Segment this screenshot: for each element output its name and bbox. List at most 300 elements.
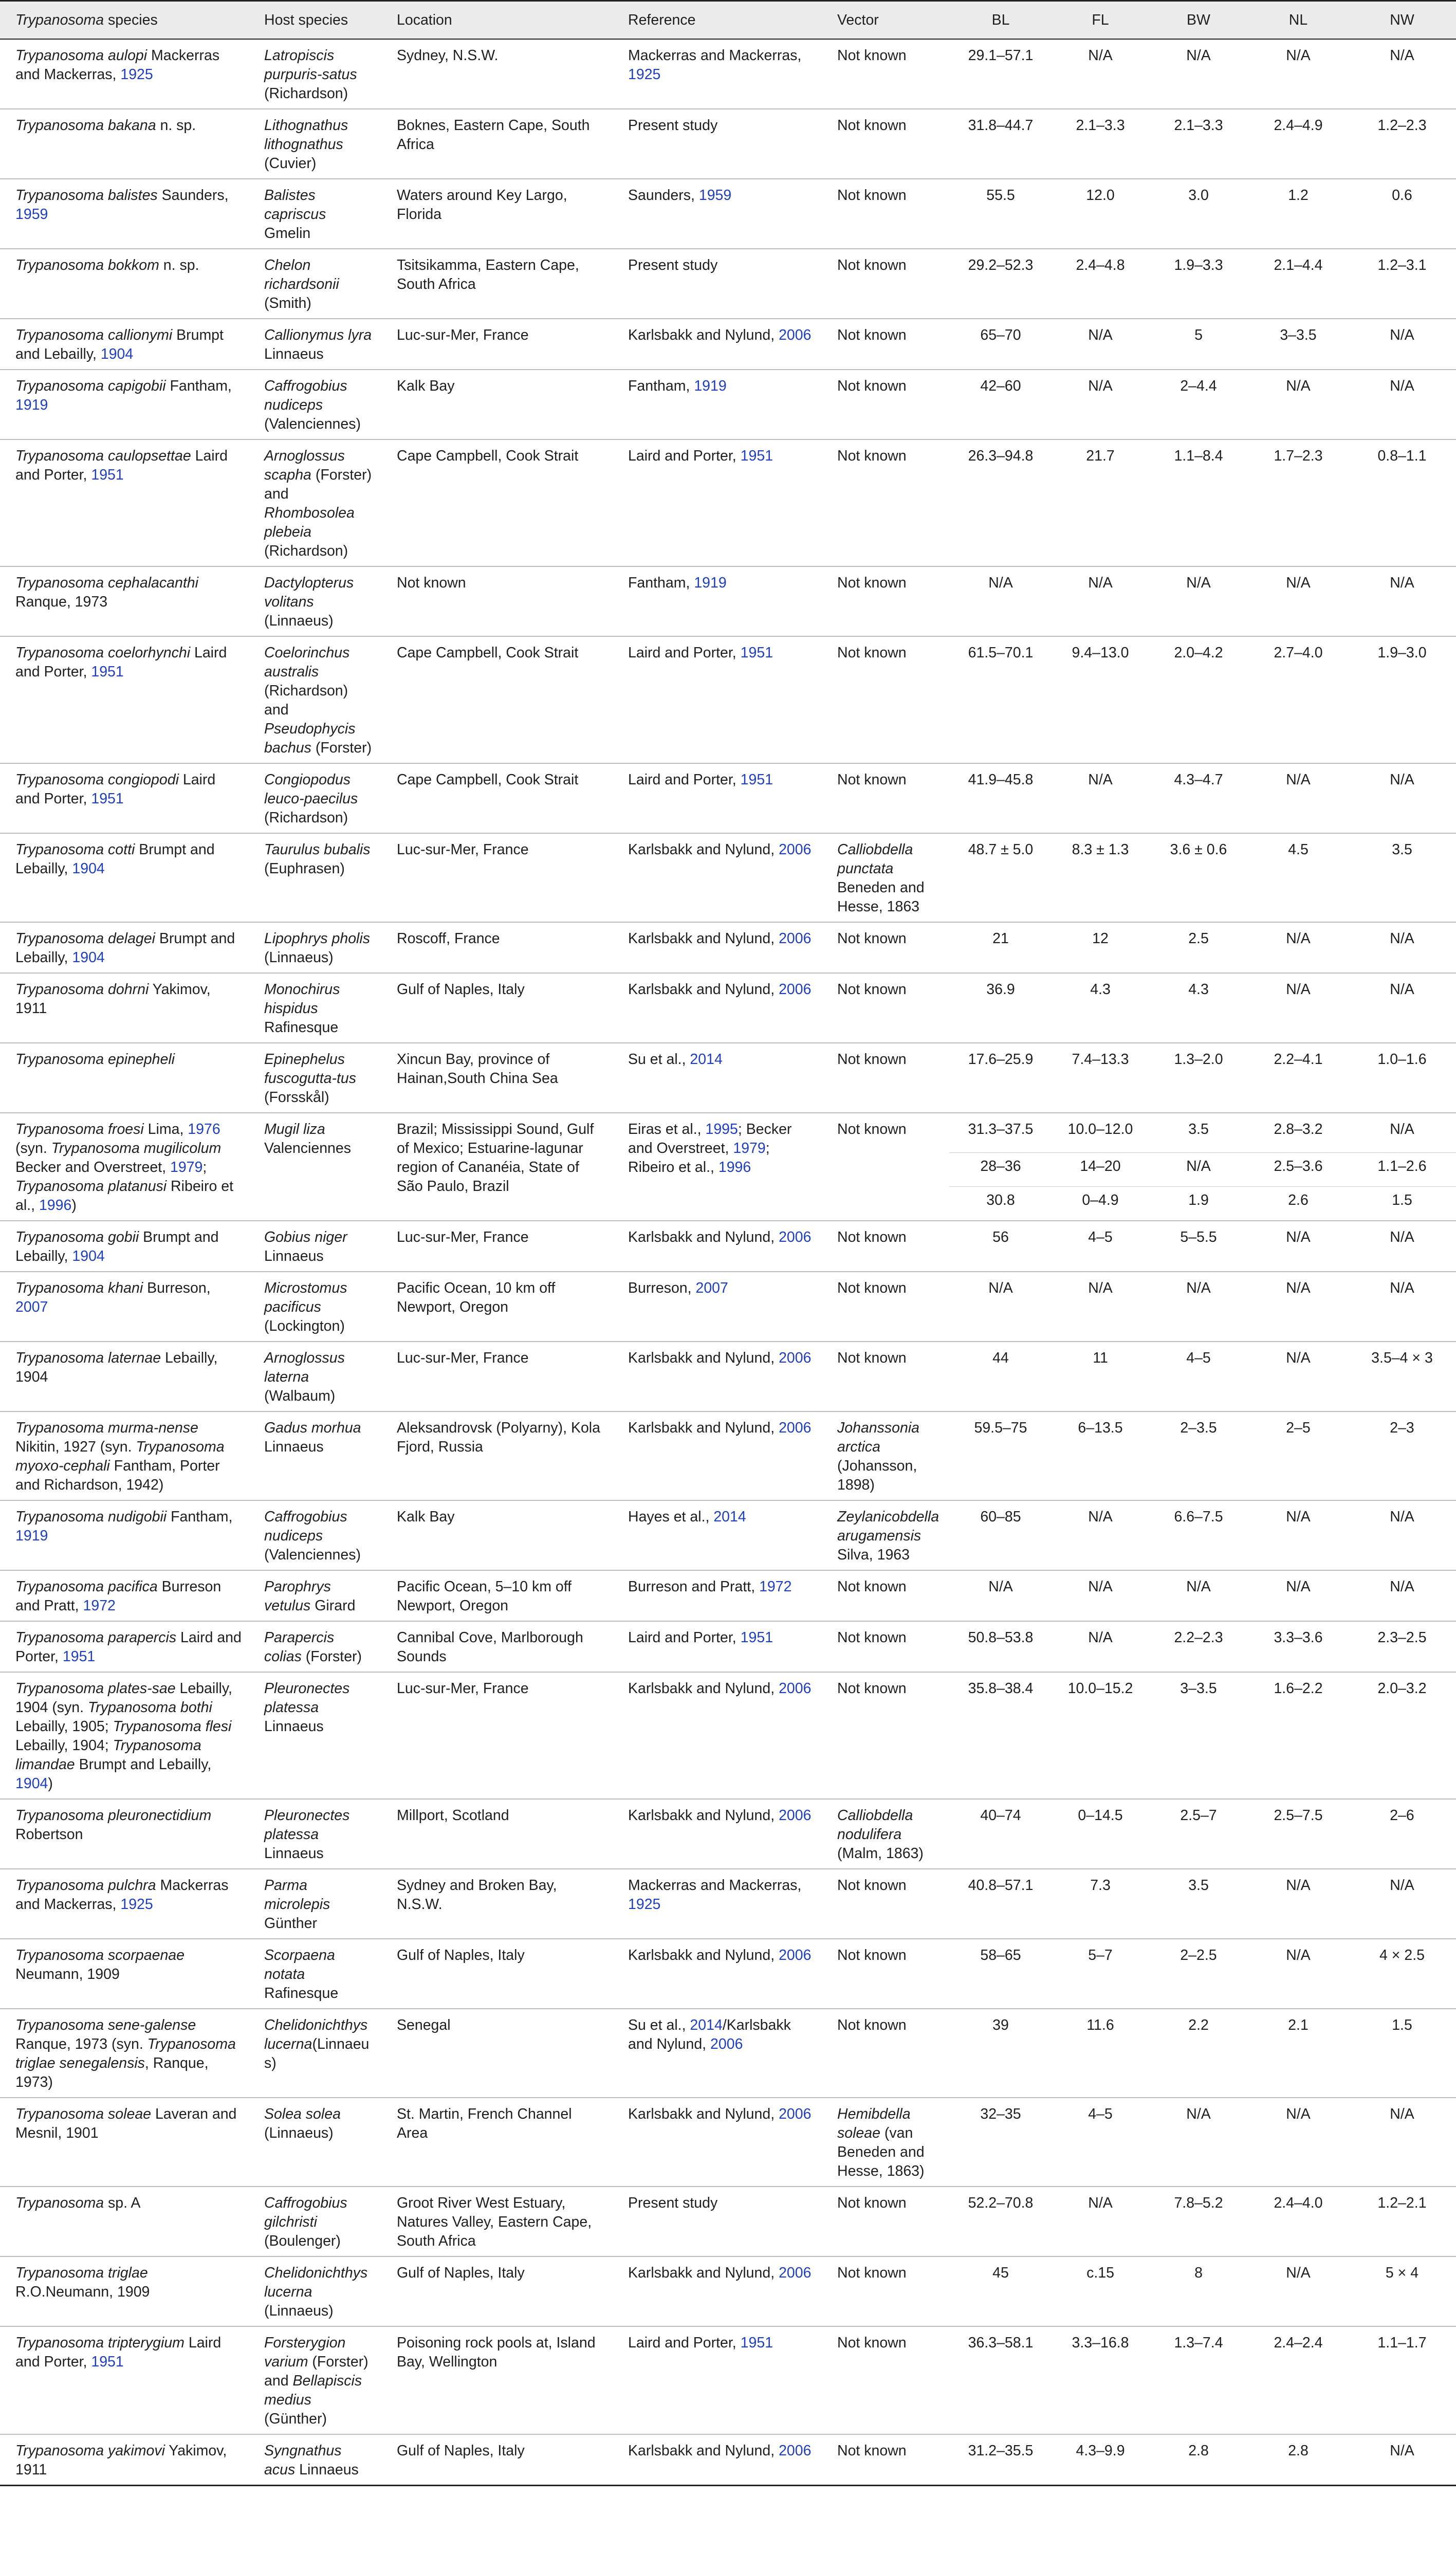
species-text: Trypanosoma dohrni: [15, 981, 149, 998]
bl-value: 31.8–44.7: [949, 109, 1052, 179]
reference-text: Karlsbakk and Nylund,: [628, 327, 779, 343]
nw-value: N/A: [1348, 1500, 1456, 1570]
bw-value: 1.1–8.4: [1149, 439, 1248, 566]
vector-text: Not known: [837, 1051, 907, 1068]
nl-value: N/A: [1248, 1500, 1348, 1570]
species-text: n. sp.: [156, 117, 196, 134]
reference-link: 2006: [779, 1350, 812, 1366]
reference-link: 1904: [15, 1775, 48, 1792]
species-text: Trypanosoma cotti: [15, 841, 135, 858]
table-row: [0, 2009, 1456, 2098]
reference-link: 1925: [628, 66, 661, 83]
nl-value: 2.5–3.6: [1248, 1153, 1348, 1187]
nl-value: 3.3–3.6: [1248, 1621, 1348, 1672]
host-text: Pseudophycis bachus: [264, 721, 356, 756]
reference-link: 2006: [779, 841, 812, 858]
host-text: Rafinesque: [264, 1985, 339, 2002]
fl-value: 11: [1052, 1342, 1149, 1411]
reference-link: 1919: [694, 575, 727, 591]
location-cell: Gulf of Naples, Italy: [381, 2256, 613, 2326]
vector-text: Not known: [837, 1680, 907, 1697]
bw-value: N/A: [1149, 1153, 1248, 1187]
species-text: Laird and Porter,: [15, 448, 228, 483]
fl-value: 11.6: [1052, 2009, 1149, 2098]
reference-link: 1951: [91, 2354, 124, 2370]
species-text: Trypanosoma soleae: [15, 2106, 152, 2122]
reference-text: Laird and Porter,: [628, 448, 741, 464]
host-text: Chelidonichthys lucerna: [264, 2017, 368, 2052]
bl-value: 61.5–70.1: [949, 636, 1052, 763]
species-cell: [0, 1939, 249, 2009]
header-reference: Reference: [613, 1, 822, 40]
host-cell: [249, 2098, 381, 2187]
bw-value: 2.5–7: [1149, 1799, 1248, 1869]
species-cell: [0, 973, 249, 1043]
nl-value: N/A: [1248, 370, 1348, 439]
reference-link: 1904: [100, 346, 134, 362]
bw-value: 2–2.5: [1149, 1939, 1248, 2009]
host-text: (Euphrasen): [264, 860, 345, 877]
nw-value: 1.2–2.1: [1348, 2187, 1456, 2256]
nl-value: 1.7–2.3: [1248, 439, 1348, 566]
species-text: Trypanosoma khani: [15, 1280, 143, 1296]
reference-link: 1979: [170, 1159, 203, 1176]
species-cell: [0, 1113, 249, 1221]
species-text: Trypanosoma pleuronectidium: [15, 1807, 212, 1824]
species-text: ): [71, 1197, 77, 1214]
reference-link: 2006: [710, 2036, 743, 2052]
host-text: Monochirus hispidus: [264, 981, 340, 1017]
reference-cell: [613, 2326, 822, 2434]
vector-cell: [822, 566, 949, 636]
vector-cell: [822, 2434, 949, 2486]
nw-value: 0.6: [1348, 179, 1456, 249]
species-cell: [0, 1500, 249, 1570]
species-cell: [0, 1342, 249, 1411]
reference-cell: [613, 1221, 822, 1272]
header-bw: BW: [1149, 1, 1248, 40]
vector-cell: [822, 922, 949, 973]
reference-link: 1979: [733, 1140, 766, 1156]
reference-cell: [613, 249, 822, 319]
reference-link: 2006: [779, 2443, 812, 2459]
bw-value: N/A: [1149, 566, 1248, 636]
table-row: [0, 1799, 1456, 1869]
vector-cell: [822, 370, 949, 439]
table-row: [0, 1621, 1456, 1672]
vector-text: Zeylanicobdella arugamensis: [837, 1509, 939, 1544]
nw-value: 2–6: [1348, 1799, 1456, 1869]
vector-cell: [822, 1043, 949, 1113]
host-text: (Smith): [264, 295, 311, 311]
reference-cell: [613, 439, 822, 566]
nl-value: 2.2–4.1: [1248, 1043, 1348, 1113]
host-text: Pleuronectes platessa: [264, 1680, 350, 1716]
table-row: [0, 1869, 1456, 1939]
nw-value: 2.0–3.2: [1348, 1672, 1456, 1799]
reference-cell: [613, 636, 822, 763]
location-cell: Senegal: [381, 2009, 613, 2098]
host-cell: [249, 439, 381, 566]
host-text: (Walbaum): [264, 1388, 336, 1404]
host-text: (Lockington): [264, 1318, 345, 1334]
host-cell: [249, 833, 381, 922]
reference-text: Burreson and Pratt,: [628, 1578, 760, 1595]
host-text: Rhombosolea plebeia: [264, 505, 355, 540]
species-text: Mackerras and Mackerras,: [15, 1877, 229, 1913]
reference-text: Present study: [628, 257, 718, 273]
reference-cell: [613, 1570, 822, 1621]
host-text: (Forster) and: [264, 467, 372, 502]
location-cell: Luc-sur-Mer, France: [381, 833, 613, 922]
nl-value: N/A: [1248, 566, 1348, 636]
species-text: Lebailly, 1904;: [15, 1737, 113, 1754]
vector-cell: [822, 109, 949, 179]
host-cell: [249, 763, 381, 833]
bw-value: 1.9: [1149, 1187, 1248, 1221]
vector-cell: [822, 1221, 949, 1272]
reference-text: Karlsbakk and Nylund,: [628, 1229, 779, 1245]
table-row: [0, 249, 1456, 319]
vector-cell: [822, 973, 949, 1043]
bl-value: 36.9: [949, 973, 1052, 1043]
vector-cell: [822, 1939, 949, 2009]
fl-value: 0–4.9: [1052, 1187, 1149, 1221]
species-cell: [0, 2434, 249, 2486]
bw-value: 6.6–7.5: [1149, 1500, 1248, 1570]
fl-value: 12: [1052, 922, 1149, 973]
species-text: Yakimov, 1911: [15, 2443, 227, 2478]
reference-text: Karlsbakk and Nylund,: [628, 2106, 779, 2122]
species-text: Laird and Porter,: [15, 772, 216, 807]
vector-text: Silva, 1963: [837, 1547, 910, 1563]
bl-value: 48.7 ± 5.0: [949, 833, 1052, 922]
bl-value: 17.6–25.9: [949, 1043, 1052, 1113]
reference-cell: [613, 1869, 822, 1939]
fl-value: N/A: [1052, 1272, 1149, 1342]
reference-cell: [613, 1500, 822, 1570]
location-cell: Cape Campbell, Cook Strait: [381, 439, 613, 566]
reference-link: 1976: [188, 1121, 220, 1137]
bw-value: N/A: [1149, 39, 1248, 109]
nw-value: N/A: [1348, 1869, 1456, 1939]
host-text: Syngnathus acus: [264, 2443, 342, 2478]
vector-text: Not known: [837, 772, 907, 788]
reference-text: Present study: [628, 2195, 718, 2211]
host-cell: [249, 973, 381, 1043]
bl-value: 36.3–58.1: [949, 2326, 1052, 2434]
table-row: [0, 2187, 1456, 2256]
header-species-rest: species: [104, 11, 158, 28]
table-row: [0, 109, 1456, 179]
bw-value: 2.2: [1149, 2009, 1248, 2098]
host-text: Dactylopterus volitans: [264, 575, 354, 610]
vector-cell: [822, 2009, 949, 2098]
host-cell: [249, 1221, 381, 1272]
fl-value: c.15: [1052, 2256, 1149, 2326]
host-cell: [249, 39, 381, 109]
host-text: Coelorinchus australis: [264, 645, 350, 680]
host-text: (Richardson) and: [264, 683, 348, 718]
host-cell: [249, 2187, 381, 2256]
bl-value: 21: [949, 922, 1052, 973]
reference-text: Eiras et al.,: [628, 1121, 706, 1137]
host-text: Gobius niger: [264, 1229, 347, 1245]
host-cell: [249, 1342, 381, 1411]
nw-value: N/A: [1348, 2434, 1456, 2486]
fl-value: N/A: [1052, 1570, 1149, 1621]
vector-text: (Malm, 1863): [837, 1845, 924, 1862]
location-cell: Luc-sur-Mer, France: [381, 1342, 613, 1411]
reference-text: Su et al.,: [628, 2017, 690, 2033]
species-text: Trypanosoma cephalacanthi: [15, 575, 198, 591]
host-cell: [249, 179, 381, 249]
vector-text: Not known: [837, 930, 907, 947]
nl-value: N/A: [1248, 39, 1348, 109]
fl-value: N/A: [1052, 319, 1149, 370]
reference-link: 1959: [698, 187, 732, 204]
species-cell: [0, 1570, 249, 1621]
table-body: [0, 39, 1456, 2486]
host-text: (Günther): [264, 2411, 327, 2427]
species-cell: [0, 39, 249, 109]
table-row: [0, 39, 1456, 109]
reference-link: 1904: [72, 860, 105, 877]
nl-value: N/A: [1248, 1272, 1348, 1342]
species-text: Brumpt and Lebailly,: [15, 1229, 219, 1264]
reference-link: 2014: [690, 1051, 723, 1068]
species-text: Neumann, 1909: [15, 1966, 120, 1982]
bl-value: 58–65: [949, 1939, 1052, 2009]
nl-value: 2.8–3.2: [1274, 1121, 1323, 1137]
nl-value: 2.7–4.0: [1248, 636, 1348, 763]
fl-value: N/A: [1052, 2187, 1149, 2256]
reference-link: 2007: [15, 1299, 48, 1315]
species-cell: [0, 636, 249, 763]
host-text: (Forster): [301, 1648, 362, 1665]
reference-cell: [613, 2098, 822, 2187]
reference-text: Karlsbakk and Nylund,: [628, 1680, 779, 1697]
species-cell: [0, 2326, 249, 2434]
vector-text: Not known: [837, 47, 907, 64]
nw-value: 2–3: [1348, 1411, 1456, 1500]
vector-cell: [822, 1342, 949, 1411]
bw-value: 3.6 ± 0.6: [1149, 833, 1248, 922]
bw-value: 2.1–3.3: [1149, 109, 1248, 179]
fl-value: 14–20: [1052, 1153, 1149, 1187]
host-text: Microstomus pacificus: [264, 1280, 347, 1315]
vector-text: Not known: [837, 327, 907, 343]
bl-value: N/A: [949, 1570, 1052, 1621]
vector-cell: [822, 1113, 949, 1221]
species-cell: [0, 2009, 249, 2098]
nl-value: 2.5–7.5: [1248, 1799, 1348, 1869]
reference-link: 2006: [779, 981, 812, 998]
vector-cell: [822, 763, 949, 833]
vector-cell: [822, 319, 949, 370]
vector-text: Not known: [837, 378, 907, 394]
nl-value: 2–5: [1248, 1411, 1348, 1500]
host-text: (Linnaeus): [264, 2036, 370, 2071]
nw-value: 1.5: [1348, 1187, 1456, 1221]
host-text: Callionymus lyra: [264, 327, 372, 343]
table-row: [0, 566, 1456, 636]
host-text: Linnaeus: [295, 2462, 359, 2478]
bw-value: 7.8–5.2: [1149, 2187, 1248, 2256]
header-host: Host species: [249, 1, 381, 40]
location-cell: Waters around Key Largo, Florida: [381, 179, 613, 249]
fl-value: N/A: [1052, 566, 1149, 636]
host-cell: [249, 1570, 381, 1621]
host-cell: [249, 1869, 381, 1939]
bl-value: N/A: [949, 1272, 1052, 1342]
nl-value: 2.6: [1248, 1187, 1348, 1221]
reference-link: 1951: [740, 1629, 773, 1646]
bw-value: N/A: [1149, 2098, 1248, 2187]
species-text: Trypanosoma murma-nense: [15, 1420, 198, 1436]
species-text: Laveran and Mesnil, 1901: [15, 2106, 237, 2141]
vector-cell: [822, 1411, 949, 1500]
host-cell: [249, 636, 381, 763]
species-text: Robertson: [15, 1826, 83, 1843]
host-cell: [249, 1113, 381, 1221]
reference-link: 1951: [740, 448, 773, 464]
host-text: Chelidonichthys lucerna: [264, 2265, 368, 2300]
fl-value: 10.0–15.2: [1052, 1672, 1149, 1799]
vector-cell: [822, 39, 949, 109]
bw-value: 3.5: [1149, 1869, 1248, 1939]
bl-value: 29.1–57.1: [949, 39, 1052, 109]
header-species: [0, 1, 249, 40]
host-cell: [249, 1939, 381, 2009]
species-text: Saunders,: [157, 187, 229, 204]
reference-cell: [613, 39, 822, 109]
host-text: Gadus morhua: [264, 1420, 361, 1436]
reference-text: Karlsbakk and Nylund,: [628, 2443, 779, 2459]
reference-text: Karlsbakk and Nylund,: [628, 981, 779, 998]
reference-cell: [613, 833, 822, 922]
reference-link: 1951: [740, 2335, 773, 2351]
reference-link: 2006: [779, 327, 812, 343]
vector-text: Not known: [837, 981, 907, 998]
nw-value: 4 × 2.5: [1348, 1939, 1456, 2009]
species-text: Trypanosoma gobii: [15, 1229, 139, 1245]
reference-cell: [613, 2187, 822, 2256]
host-cell: [249, 1043, 381, 1113]
vector-cell: [822, 1500, 949, 1570]
table-row: [0, 1570, 1456, 1621]
vector-text: Not known: [837, 1229, 907, 1245]
host-cell: [249, 2256, 381, 2326]
nl-value: N/A: [1248, 1342, 1348, 1411]
species-cell: [0, 179, 249, 249]
species-text: , Ranque, 1973): [15, 2055, 209, 2090]
host-text: (Forster) and: [264, 2354, 368, 2389]
host-cell: [249, 1621, 381, 1672]
host-text: (Richardson): [264, 85, 348, 102]
species-text: Trypanosoma aulopi: [15, 47, 148, 64]
host-text: Arnoglossus laterna: [264, 1350, 345, 1385]
species-text: Trypanosoma delagei: [15, 930, 155, 947]
table-row: [0, 1113, 1456, 1153]
fl-value: N/A: [1052, 370, 1149, 439]
host-text: (Richardson): [264, 810, 348, 826]
species-text: Trypanosoma: [15, 2195, 104, 2211]
reference-link: 2006: [779, 1947, 812, 1963]
host-text: Taurulus bubalis: [264, 841, 371, 858]
nw-value: N/A: [1348, 2098, 1456, 2187]
species-cell: [0, 249, 249, 319]
bl-value: 45: [949, 2256, 1052, 2326]
bw-value: N/A: [1149, 1272, 1248, 1342]
host-text: Linnaeus: [264, 1439, 324, 1455]
header-nl: NL: [1248, 1, 1348, 40]
species-cell: [0, 1221, 249, 1272]
host-cell: [249, 1272, 381, 1342]
species-text: Trypanosoma capigobii: [15, 378, 166, 394]
bl-value: 59.5–75: [949, 1411, 1052, 1500]
nl-value: N/A: [1248, 763, 1348, 833]
nw-value: N/A: [1348, 370, 1456, 439]
reference-cell: [613, 1672, 822, 1799]
fl-value: 4–5: [1052, 2098, 1149, 2187]
header-fl: FL: [1052, 1, 1149, 40]
species-cell: [0, 1272, 249, 1342]
location-cell: Cape Campbell, Cook Strait: [381, 763, 613, 833]
nl-value: N/A: [1248, 1570, 1348, 1621]
bw-value: 4.3–4.7: [1149, 763, 1248, 833]
host-text: Parma microlepis: [264, 1877, 330, 1913]
location-cell: Brazil; Mississippi Sound, Gulf of Mexico; Estuarine-lagunar region of Cananéia, State of São Paulo, Brazil: [381, 1113, 613, 1221]
nw-value: N/A: [1348, 1221, 1456, 1272]
species-text: Burreson,: [143, 1280, 211, 1296]
fl-value: 4.3: [1052, 973, 1149, 1043]
vector-cell: [822, 1799, 949, 1869]
nl-value: 2.1: [1248, 2009, 1348, 2098]
fl-value: 2.4–4.8: [1052, 249, 1149, 319]
table-row: [0, 2326, 1456, 2434]
nw-value: 1.0–1.6: [1348, 1043, 1456, 1113]
host-text: Scorpaena notata: [264, 1947, 335, 1982]
reference-link: 2006: [779, 1420, 812, 1436]
species-cell: [0, 1672, 249, 1799]
location-cell: Not known: [381, 566, 613, 636]
host-text: Bellapiscis medius: [264, 2373, 362, 2408]
host-text: (Valenciennes): [264, 1547, 361, 1563]
host-text: Balistes capriscus: [264, 187, 326, 223]
fl-value: 12.0: [1052, 179, 1149, 249]
fl-value: N/A: [1052, 763, 1149, 833]
table-row: [0, 1672, 1456, 1799]
reference-link: 1925: [628, 1896, 661, 1913]
nl-value: 2.8: [1248, 2434, 1348, 2486]
reference-text: Karlsbakk and Nylund,: [628, 1350, 779, 1366]
bl-value: 28–36: [949, 1153, 1052, 1187]
bw-value: 2.5: [1149, 922, 1248, 973]
host-text: Chelon richardsonii: [264, 257, 339, 292]
table-row: [0, 1500, 1456, 1570]
reference-cell: [613, 1113, 822, 1221]
header-bl: BL: [949, 1, 1052, 40]
bw-value: N/A: [1149, 1570, 1248, 1621]
reference-link: 1951: [91, 791, 124, 807]
fl-value: 8.3 ± 1.3: [1052, 833, 1149, 922]
vector-cell: [822, 249, 949, 319]
nw-value: 5 × 4: [1348, 2256, 1456, 2326]
host-text: (Linnaeus): [264, 2125, 334, 2141]
species-text: Trypanosoma epinepheli: [15, 1051, 175, 1068]
location-cell: Xincun Bay, province of Hainan,South China Sea: [381, 1043, 613, 1113]
